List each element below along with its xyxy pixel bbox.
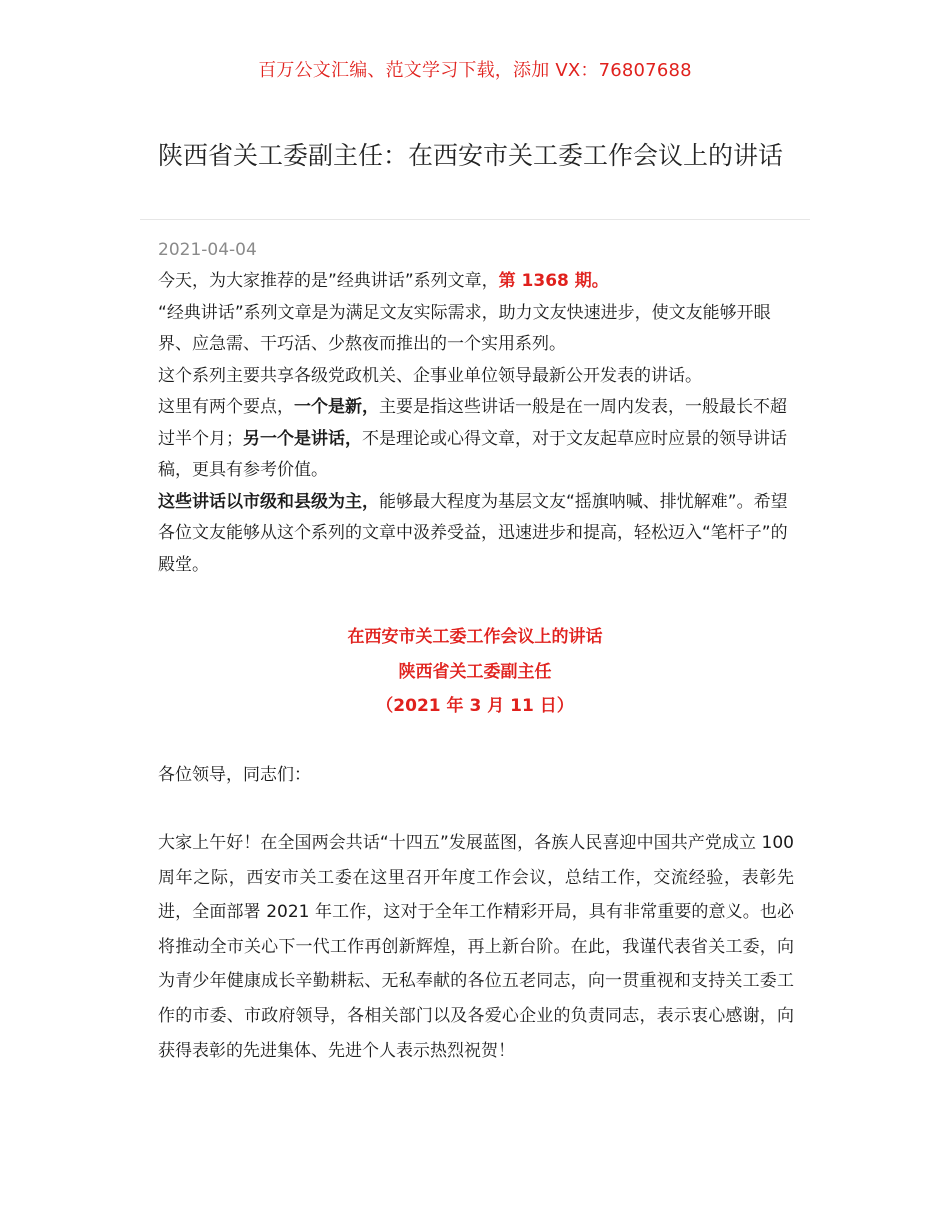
article-title: 陕西省关工委副主任：在西安市关工委工作会议上的讲话: [158, 141, 784, 170]
speech-header: [0, 620, 950, 724]
intro-p2-quote: “: [158, 302, 167, 323]
intro-section: [158, 266, 798, 581]
intro-p4-a: 这里有两个要点，: [158, 397, 294, 417]
intro-p4-c: 主要是指这些讲话一般是在一周内发表，一般最长不超过半个月；: [158, 397, 787, 449]
intro-p1-series: 经典讲话: [336, 271, 405, 291]
intro-p1-mid: ”系列文章，: [404, 271, 499, 291]
intro-p2-rest: ”系列文章是为满足文友实际需求，助力文友快速进步，使文友能够开眼界、应急需、干巧活、少熬夜而推出的一个实用系列。: [158, 302, 771, 354]
issue-number: 第 1368 期。: [498, 271, 609, 291]
intro-p2-series: 经典讲话: [166, 302, 235, 323]
intro-paragraph-5: [158, 487, 798, 582]
speech-heading: 在西安市关工委工作会议上的讲话: [347, 627, 603, 647]
title-divider: [140, 219, 810, 220]
speech-body-paragraph: 大家上午好！在全国两会共话“十四五”发展蓝图，各族人民喜迎中国共产党成立 100 周年之际，西安市关工委在这里召开年度工作会议，总结工作，交流经验，表彰先进，全面部署 2021 年工作，这对于全年工作精彩开局，具有非常重要的意义。也必将推动全市关心下一代工作再创新辉煌，再上新台阶。在此，我谨代表省关工委，向为青少年健康成长辛勤耕耘、无私奉献的各位五老同志，向一贯重视和支持关工委工作的市委、市政府领导，各相关部门以及各爱心企业的负责同志，表示衷心感谢，向获得表彰的先进集体、先进个人表示热烈祝贺！: [158, 833, 794, 1061]
intro-paragraph-1: [158, 266, 798, 298]
intro-paragraph-2: [158, 298, 798, 361]
intro-p1-prefix: 今天，为大家推荐的是”: [158, 271, 337, 291]
article-date: 2021-04-04: [158, 240, 257, 260]
speech-greeting: 各位领导，同志们：: [158, 765, 311, 785]
intro-p5-bold: 这些讲话以市级和县级为主，: [158, 491, 379, 512]
intro-p4-bold-2: 另一个是讲话，: [243, 428, 362, 449]
intro-paragraph-3: 这个系列主要共享各级党政机关、企事业单位领导最新公开发表的讲话。: [158, 365, 702, 386]
speech-date: （2021 年 3 月 11 日）: [376, 696, 574, 716]
intro-p4-bold-1: 一个是新，: [294, 397, 379, 417]
speech-speaker: 陕西省关工委副主任: [398, 661, 552, 682]
intro-paragraph-4: [158, 392, 798, 487]
intro-p4-e: 不是理论或心得文章，对于文友起草应时应景的领导讲话稿，更具有参考价值。: [158, 428, 787, 480]
promo-banner: 百万公文汇编、范文学习下载，添加 VX：76807688: [258, 60, 692, 81]
intro-p5-rest: 能够最大程度为基层文友“摇旗呐喊、排忧解难”。希望各位文友能够从这个系列的文章中汲养受益，迅速进步和提高，轻松迈入“笔杆子”的殿堂。: [158, 491, 788, 575]
